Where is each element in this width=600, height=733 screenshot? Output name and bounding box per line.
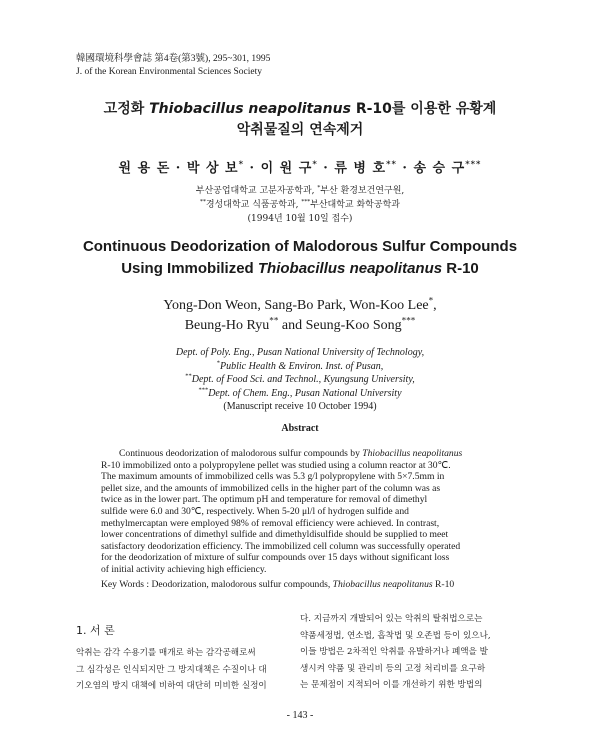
abstract-heading: Abstract	[281, 423, 319, 434]
korean-title	[0, 99, 600, 141]
korean-title-line2: 악취물질의 연속제거	[236, 122, 364, 138]
section-heading-introduction: 1. 서 론	[76, 624, 115, 637]
author-3: 이 원 구	[260, 161, 313, 176]
english-title-line1: Continuous Deodorization of Malodorous Sulfur Compounds	[82, 238, 518, 255]
journal-name-english: J. of the Korean Environmental Sciences Society	[76, 67, 262, 77]
english-authors: Yong-Don Weon, Sang-Bo Park, Won-Koo Lee*, Beung-Ho Ryu** and Seung-Koo Song***	[163, 295, 437, 333]
manuscript-received: (Manuscript receive 10 October 1994)	[223, 401, 377, 412]
journal-citation-korean: 韓國環境科學會誌 第4卷(第3號), 295~301, 1995	[76, 54, 271, 64]
keywords: Key Words : Deodorization, malodorous sulfur compounds, Thiobacillus neapolitanus R-10	[101, 579, 455, 590]
text-line: 약품세정법, 연소법, 흡착법 및 오존법 등이 있으나,	[300, 630, 491, 641]
page-number: - 143 -	[286, 710, 314, 721]
text-line: 이들 방법은 2차적인 악취를 유발하거나 폐액을 발	[300, 647, 488, 657]
korean-affiliations: 부산공업대학교 고분자공학과, *부산 환경보건연구원, **경성대학교 식품공학과, ***부산대학교 화학공학과 (1994년 10월 10일 접수)	[0, 184, 600, 226]
english-title	[0, 236, 600, 280]
english-title-line2: Using Immobilized Thiobacillus neapolitanus R-10	[121, 260, 479, 277]
keywords-label: Key Words :	[101, 579, 152, 590]
species-name: Thiobacillus neapolitanus	[149, 101, 351, 117]
author-4: 류 병 호	[334, 161, 387, 176]
author-2: 박 상 보	[186, 161, 239, 176]
author-1: 원 용 돈	[118, 161, 171, 176]
text-line: 다. 지금까지 개발되어 있는 악취의 탈취법으로는	[300, 614, 483, 624]
text-line: 는 문제점이 지적되어 이를 개선하기 위한 방법의	[300, 680, 483, 690]
journal-header	[76, 53, 270, 79]
text-line: 기오염의 방지 대책에 비하여 대단히 미비한 실정이	[76, 681, 267, 691]
left-column-text	[76, 645, 294, 695]
text-line: 생시켜 약품 및 관리비 등의 고정 처리비를 요구하	[300, 663, 486, 674]
text-line: 악취는 감각 수용기를 매개로 하는 감각공해로써	[76, 648, 256, 658]
right-column-text	[300, 611, 522, 694]
english-affiliations: Dept. of Poly. Eng., Pusan National University of Technology, *Public Health & Environ. Inst. of Pusan, **Dept. of Food Sci. and Technol., Kyungsung University, ***Dept. of Chem. Eng., Pusan National University (Manuscript receive 10 October 1994)	[0, 346, 600, 414]
received-date: (1994년 10월 10일 접수)	[247, 214, 353, 224]
text-line: 그 심각성은 인식되지만 그 방지대책은 수질이나 대	[76, 664, 267, 675]
korean-title-line1: 고정화 Thiobacillus neapolitanus R-10를 이용한 유황계	[103, 101, 497, 117]
korean-authors: 원 용 돈 · 박 상 보* · 이 원 구* · 류 병 호** · 송 승 구***	[118, 158, 482, 176]
author-5: 송 승 구	[413, 161, 466, 176]
abstract-body: Continuous deodorization of malodorous sulfur compounds by Thiobacillus neapolitanus R-10 immobilized onto a polypropylene pellet was studied using a column reactor at 30℃. The maximum amounts of immobilized cells was 5.3 g/l polypropylene with 5×7.5mm in pellet size, and the amounts of immobilized cells in the higher part of the column was as twice as in the lower part. The optimum pH and temperature for removal of dimethyl sulfide were 6.0 and 30℃, respectively. When 5-20 μl/l of hydrogen sulfide and methylmercaptan were employed 98% of removal efficiency were achieved. In contrast, lower concentrations of dimethyl sulfide and dimethyldisulfide should be supplied to meet satisfactory deodorization efficiency. The immobilized cell column was successfully operated for the deodorization of mixture of sulfur compounds over 15 days without significant loss of initial activity achieving high efficiency.	[101, 448, 463, 575]
